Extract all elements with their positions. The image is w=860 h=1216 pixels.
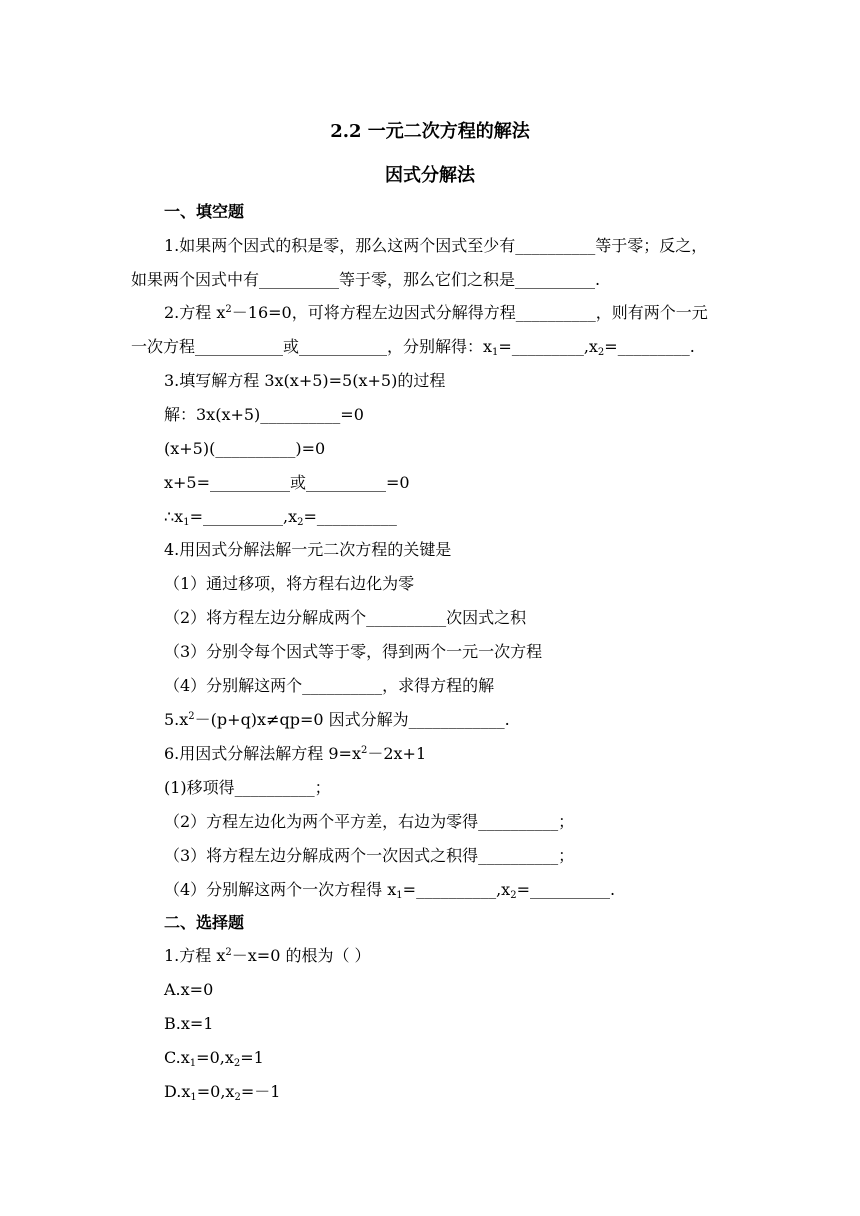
mc-q1-option-a: A.x=0 <box>164 980 214 999</box>
q4-line1: 4.用因式分解法解一元二次方程的关键是 <box>164 540 452 559</box>
q1-line2: 如果两个因式中有__________等于零，那么它们之积是__________. <box>131 270 601 289</box>
q5-line: $5.x^2-(p+q)x\ne qp=0$ 因式分解为____________. <box>164 710 510 729</box>
q2-line2: 一次方程___________或___________，分别解得：$x_1=\_\_\_\_\_\_\_\_\_,x_2=\_\_\_\_\_\_\_\_\_$. <box>131 337 695 358</box>
page-subtitle: 因式分解法 <box>385 165 475 186</box>
section-heading-fill-blank: 一、填空题 <box>164 202 245 221</box>
q4-line5: （4）分别解这两个__________，求得方程的解 <box>164 676 495 695</box>
page-title: 2.2 一元二次方程的解法 <box>330 121 530 142</box>
q6-line1: 6.用因式分解法解方程 $9=x^2-2x+1$ <box>164 744 427 763</box>
q4-line2: （1）通过移项，将方程右边化为零 <box>164 574 415 593</box>
mc-q1-option-c: $C.x_1=0,x_2=1$ <box>164 1048 264 1069</box>
q6-line2: (1)移项得__________； <box>164 778 331 797</box>
q6-line5: （4）分别解这两个一次方程得 $x_1=\_\_\_\_\_\_\_\_\_\_,x_2=\_\_\_\_\_\_\_\_\_\_$. <box>164 880 616 901</box>
q6-line4: （3）将方程左边分解成两个一次因式之积得__________； <box>164 846 575 865</box>
q1-line1: 1.如果两个因式的积是零，那么这两个因式至少有__________等于零；反之， <box>164 236 708 255</box>
q3-line4: x+5=__________或__________=0 <box>164 473 410 492</box>
q4-line3: （2）将方程左边分解成两个__________次因式之积 <box>164 608 527 627</box>
q3-line3: (x+5)(__________)=0 <box>164 439 326 458</box>
q4-line4: （3）分别令每个因式等于零，得到两个一元一次方程 <box>164 642 543 661</box>
mc-q1-option-d: $D.x_1=0,x_2=-1$ <box>164 1082 281 1103</box>
q6-line3: （2）方程左边化为两个平方差，右边为零得__________； <box>164 812 575 831</box>
section-heading-multiple-choice: 二、选择题 <box>164 913 245 932</box>
q3-line2: 解：3x(x+5)__________=0 <box>164 405 364 424</box>
mc-q1-stem: 1.方程 $x^2-x=0$ 的根为（ ） <box>164 946 371 965</box>
q3-line5: $\therefore x_1=\_\_\_\_\_\_\_\_\_\_,x_2=\_\_\_\_\_\_\_\_\_\_$ <box>164 507 397 528</box>
mc-q1-option-b: B.x=1 <box>164 1014 214 1033</box>
q3-line1: 3.填写解方程 3x(x+5)=5(x+5)的过程 <box>164 371 446 390</box>
q2-line1: 2.方程 $x^2-16=0$，可将方程左边因式分解得方程__________，则有两个一元 <box>164 303 708 322</box>
